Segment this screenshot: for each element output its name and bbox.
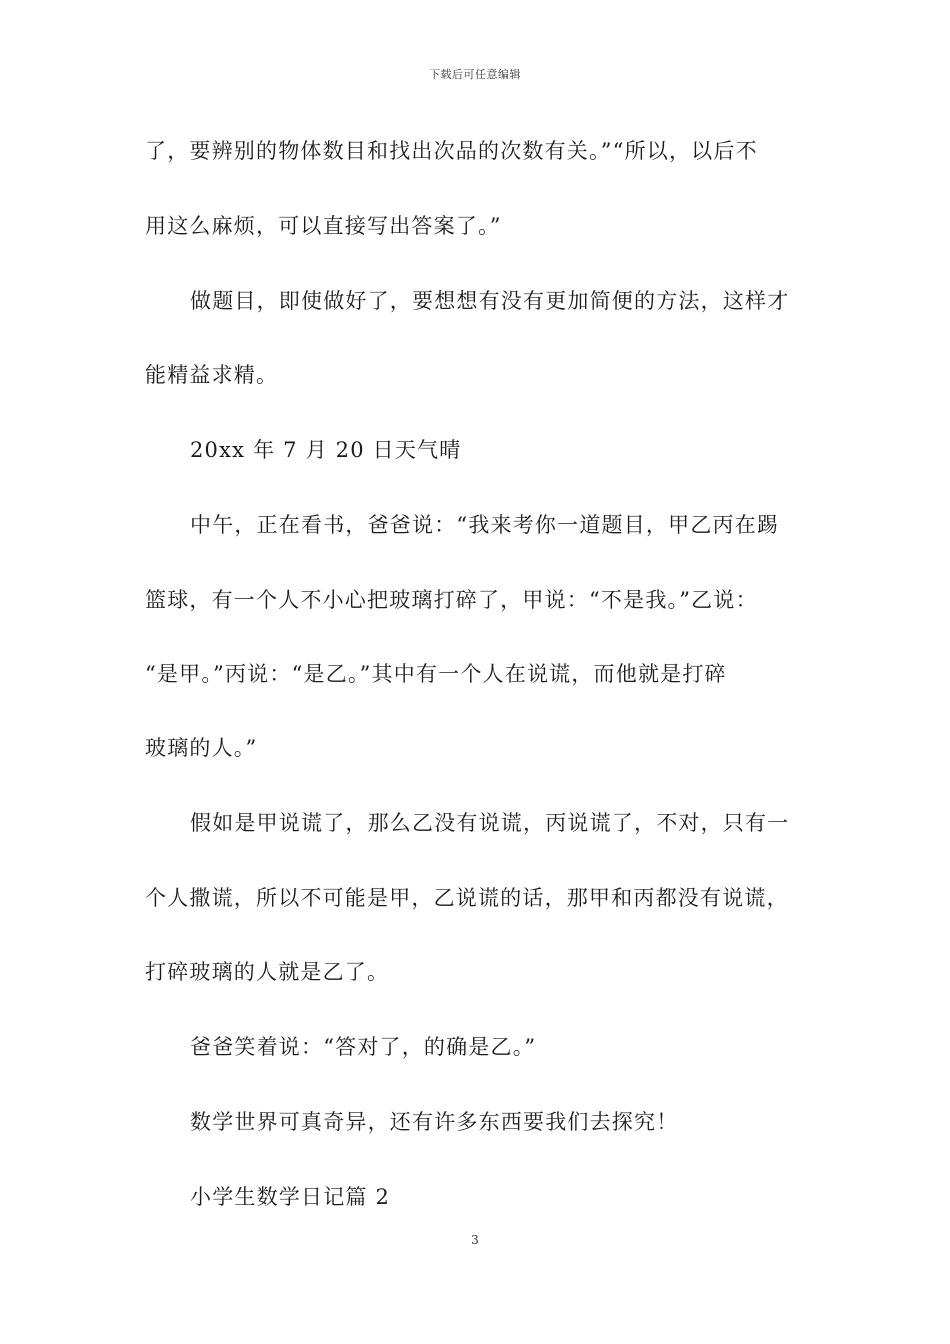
- body-line: 爸爸笑着说：“答对了，的确是乙。”: [190, 1035, 537, 1059]
- body-line: 篮球，有一个人不小心把玻璃打碎了，甲说：“不是我。”乙说：: [145, 588, 758, 612]
- body-line: 中午，正在看书，爸爸说：“我来考你一道题目，甲乙丙在踢: [190, 513, 780, 537]
- body-line: “是甲。”丙说：“是乙。”其中有一个人在说谎，而他就是打碎: [145, 662, 727, 686]
- body-line: 做题目，即使做好了，要想想有没有更加简便的方法，这样才: [190, 289, 790, 313]
- section-title: 小学生数学日记篇 2: [190, 1185, 391, 1209]
- body-line: 能精益求精。: [145, 363, 279, 387]
- date-line: 20xx 年 7 月 20 日天气晴: [190, 438, 462, 462]
- body-line: 打碎玻璃的人就是乙了。: [145, 960, 390, 984]
- body-line: 个人撒谎，所以不可能是甲，乙说谎的话，那甲和丙都没有说谎，: [145, 886, 789, 910]
- body-line: 用这么麻烦，可以直接写出答案了。”: [145, 214, 502, 238]
- body-line: 了，要辨别的物体数目和找出次品的次数有关。”“所以，以后不: [145, 139, 758, 163]
- page-number: 3: [471, 1233, 479, 1247]
- body-line: 数学世界可真奇异，还有许多东西要我们去探究！: [190, 1110, 679, 1134]
- body-line: 假如是甲说谎了，那么乙没有说谎，丙说谎了，不对，只有一: [190, 811, 790, 835]
- page-header: 下载后可任意编辑: [429, 68, 521, 81]
- body-line: 玻璃的人。”: [145, 736, 258, 760]
